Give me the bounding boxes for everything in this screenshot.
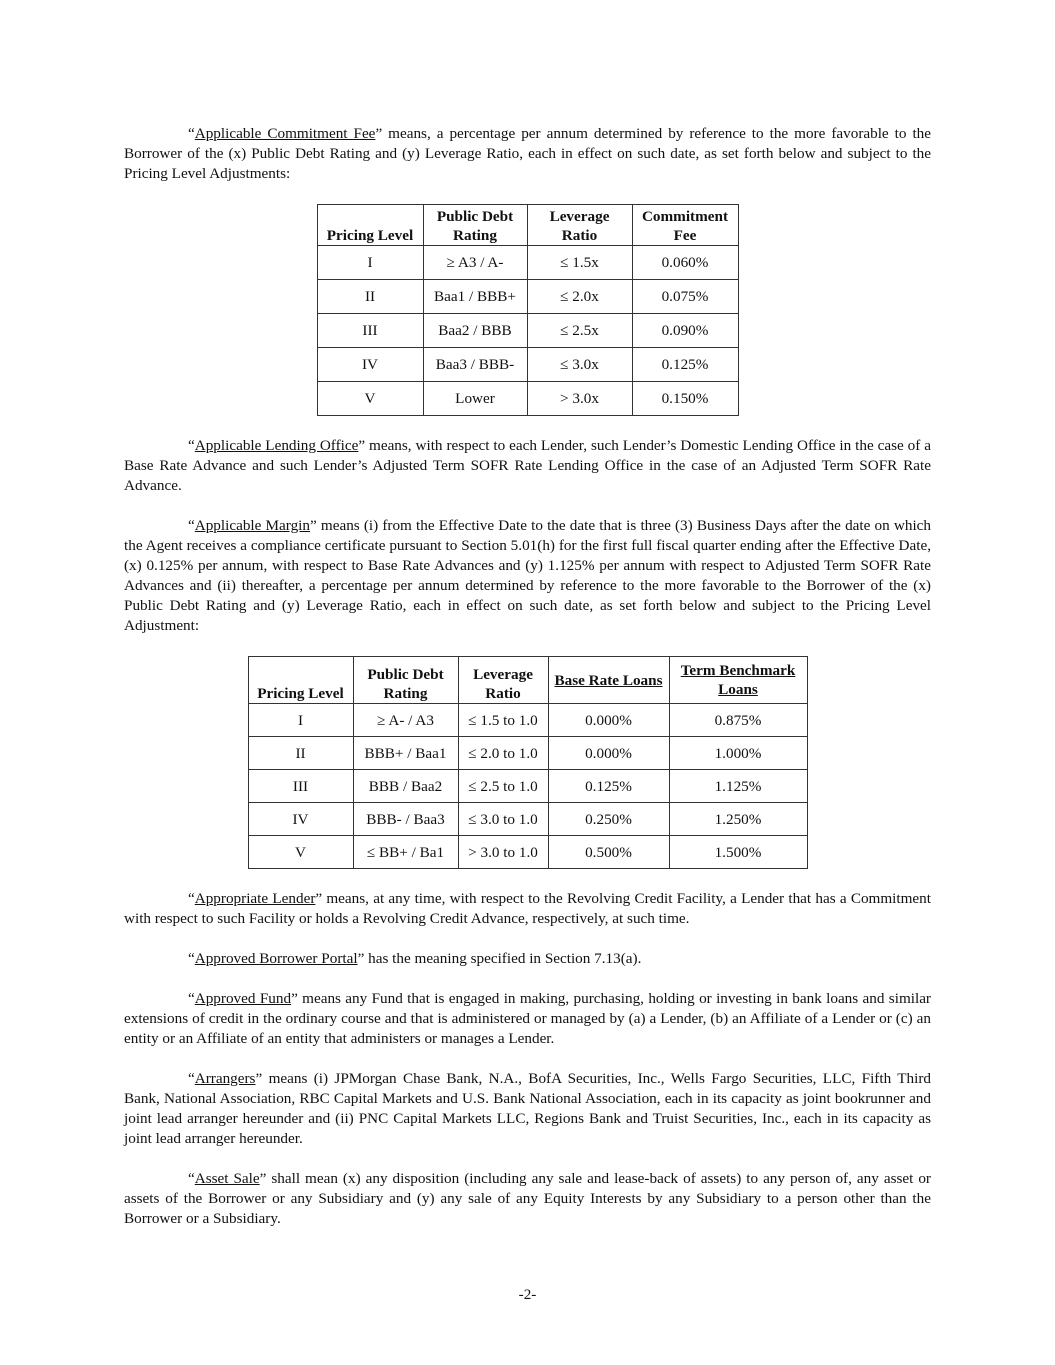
table-cell: BBB / Baa2	[353, 770, 458, 803]
column-header: Public Debt Rating	[353, 657, 458, 704]
table-cell: Baa3 / BBB-	[423, 348, 527, 382]
table-cell: 0.125%	[548, 770, 669, 803]
table-cell: > 3.0 to 1.0	[458, 836, 548, 869]
table-cell: II	[317, 280, 423, 314]
table-cell: 1.125%	[669, 770, 807, 803]
table-cell: 0.090%	[632, 314, 738, 348]
table-cell: 0.250%	[548, 803, 669, 836]
column-header: Commitment Fee	[632, 205, 738, 246]
table-cell: 0.000%	[548, 704, 669, 737]
defined-term: Arrangers	[194, 1070, 256, 1087]
applicable-margin-table	[248, 656, 808, 869]
table-cell: ≤ 2.5 to 1.0	[458, 770, 548, 803]
table-cell: ≥ A- / A3	[353, 704, 458, 737]
table-cell: 0.875%	[669, 704, 807, 737]
definition-approved-fund: “Approved Fund” means any Fund that is engaged in making, purchasing, holding or investing in bank loans and similar extensions of credit in the ordinary course and that is administered or managed by (a) a Lender, (b) an Affiliate of a Lender or (c) an entity or an Affiliate of an entity that administers or manages a Lender.	[124, 990, 931, 1047]
page-number: -2-	[518, 1286, 537, 1303]
definition-approved-borrower-portal: “Approved Borrower Portal” has the meaning specified in Section 7.13(a).	[188, 950, 642, 967]
table-row	[317, 246, 738, 280]
table-cell: II	[248, 737, 353, 770]
definition-appropriate-lender: “Appropriate Lender” means, at any time, with respect to the Revolving Credit Facility, a Lender that has a Commitment with respect to such Facility or holds a Revolving Credit Advance, respectively, at such time.	[124, 890, 931, 927]
table-row	[317, 280, 738, 314]
table-cell: Baa1 / BBB+	[423, 280, 527, 314]
table-cell: ≤ 1.5x	[527, 246, 632, 280]
table-cell: ≤ 1.5 to 1.0	[458, 704, 548, 737]
table-cell: ≤ 2.0 to 1.0	[458, 737, 548, 770]
table-cell: 1.250%	[669, 803, 807, 836]
definition-applicable-margin: “Applicable Margin” means (i) from the Effective Date to the date that is three (3) Business Days after the date on which the Agent receives a compliance certificate pursuant to Section 5.01(h) for the first full fiscal quarter ending after the Effective Date, (x) 0.125% per annum, with respect to Base Rate Advances and (y) 1.125% per annum with respect to Adjusted Term SOFR Rate Advances and (ii) thereafter, a percentage per annum determined by reference to the more favorable to the Borrower of the (x) Public Debt Rating and (y) Leverage Ratio, each in effect on such date, as set forth below and subject to the Pricing Level Adjustment:	[124, 517, 931, 634]
table-cell: ≤ BB+ / Ba1	[353, 836, 458, 869]
column-header: Leverage Ratio	[458, 657, 548, 704]
table-cell: > 3.0x	[527, 382, 632, 416]
table-cell: BBB+ / Baa1	[353, 737, 458, 770]
column-header: Base Rate Loans	[548, 657, 669, 704]
definition-asset-sale: “Asset Sale” shall mean (x) any disposition (including any sale and lease-back of assets) to any person of, any asset or assets of the Borrower or any Subsidiary and (y) any sale of any Equity Interests by any Subsidiary to a person other than the Borrower or a Subsidiary.	[124, 1170, 931, 1227]
table-cell: 1.000%	[669, 737, 807, 770]
column-header: Public Debt Rating	[423, 205, 527, 246]
table-cell: 1.500%	[669, 836, 807, 869]
defined-term: Applicable Lending Office	[194, 437, 359, 454]
table-cell: BBB- / Baa3	[353, 803, 458, 836]
defined-term: Approved Borrower Portal	[194, 950, 358, 967]
table-row	[317, 314, 738, 348]
table-cell: ≤ 2.0x	[527, 280, 632, 314]
table-cell: III	[317, 314, 423, 348]
definition-applicable-commitment-fee: “Applicable Commitment Fee” means, a percentage per annum determined by reference to the more favorable to the Borrower of the (x) Public Debt Rating and (y) Leverage Ratio, each in effect on such date, as set forth below and subject to the Pricing Level Adjustments:	[124, 125, 931, 182]
table-row	[317, 382, 738, 416]
table-cell: I	[317, 246, 423, 280]
table-cell: 0.125%	[632, 348, 738, 382]
table-cell: Lower	[423, 382, 527, 416]
table-cell: V	[248, 836, 353, 869]
table-cell: 0.060%	[632, 246, 738, 280]
table-cell: 0.500%	[548, 836, 669, 869]
table-cell: ≤ 3.0x	[527, 348, 632, 382]
column-header: Leverage Ratio	[527, 205, 632, 246]
table-cell: 0.075%	[632, 280, 738, 314]
table-row	[248, 836, 807, 869]
table-row	[317, 348, 738, 382]
defined-term: Approved Fund	[194, 990, 292, 1007]
definition-applicable-lending-office: “Applicable Lending Office” means, with respect to each Lender, such Lender’s Domestic Lending Office in the case of a Base Rate Advance and such Lender’s Adjusted Term SOFR Rate Lending Office in the case of an Adjusted Term SOFR Rate Advance.	[124, 437, 931, 494]
table-cell: I	[248, 704, 353, 737]
table-cell: IV	[248, 803, 353, 836]
table-cell: 0.000%	[548, 737, 669, 770]
commitment-fee-table	[317, 204, 739, 416]
table-row	[248, 803, 807, 836]
defined-term: Appropriate Lender	[194, 890, 316, 907]
table-row	[248, 704, 807, 737]
column-header: Pricing Level	[317, 205, 423, 246]
table-cell: III	[248, 770, 353, 803]
table-row	[248, 770, 807, 803]
defined-term: Applicable Commitment Fee	[194, 125, 376, 142]
column-header: Term Benchmark Loans	[669, 657, 807, 704]
column-header: Pricing Level	[248, 657, 353, 704]
table-cell: Baa2 / BBB	[423, 314, 527, 348]
table-cell: V	[317, 382, 423, 416]
document-page	[124, 124, 931, 1229]
defined-term: Applicable Margin	[194, 517, 310, 534]
table-row	[248, 737, 807, 770]
table-cell: 0.150%	[632, 382, 738, 416]
table-cell: ≥ A3 / A-	[423, 246, 527, 280]
defined-term: Asset Sale	[194, 1170, 260, 1187]
table-cell: ≤ 2.5x	[527, 314, 632, 348]
table-cell: ≤ 3.0 to 1.0	[458, 803, 548, 836]
table-cell: IV	[317, 348, 423, 382]
definition-arrangers: “Arrangers” means (i) JPMorgan Chase Bank, N.A., BofA Securities, Inc., Wells Fargo Securities, LLC, Fifth Third Bank, National Association, RBC Capital Markets and U.S. Bank National Association, each in its capacity as joint bookrunner and joint lead arranger hereunder and (ii) PNC Capital Markets LLC, Regions Bank and Truist Securities, Inc., each in its capacity as joint lead arranger hereunder.	[124, 1070, 931, 1147]
